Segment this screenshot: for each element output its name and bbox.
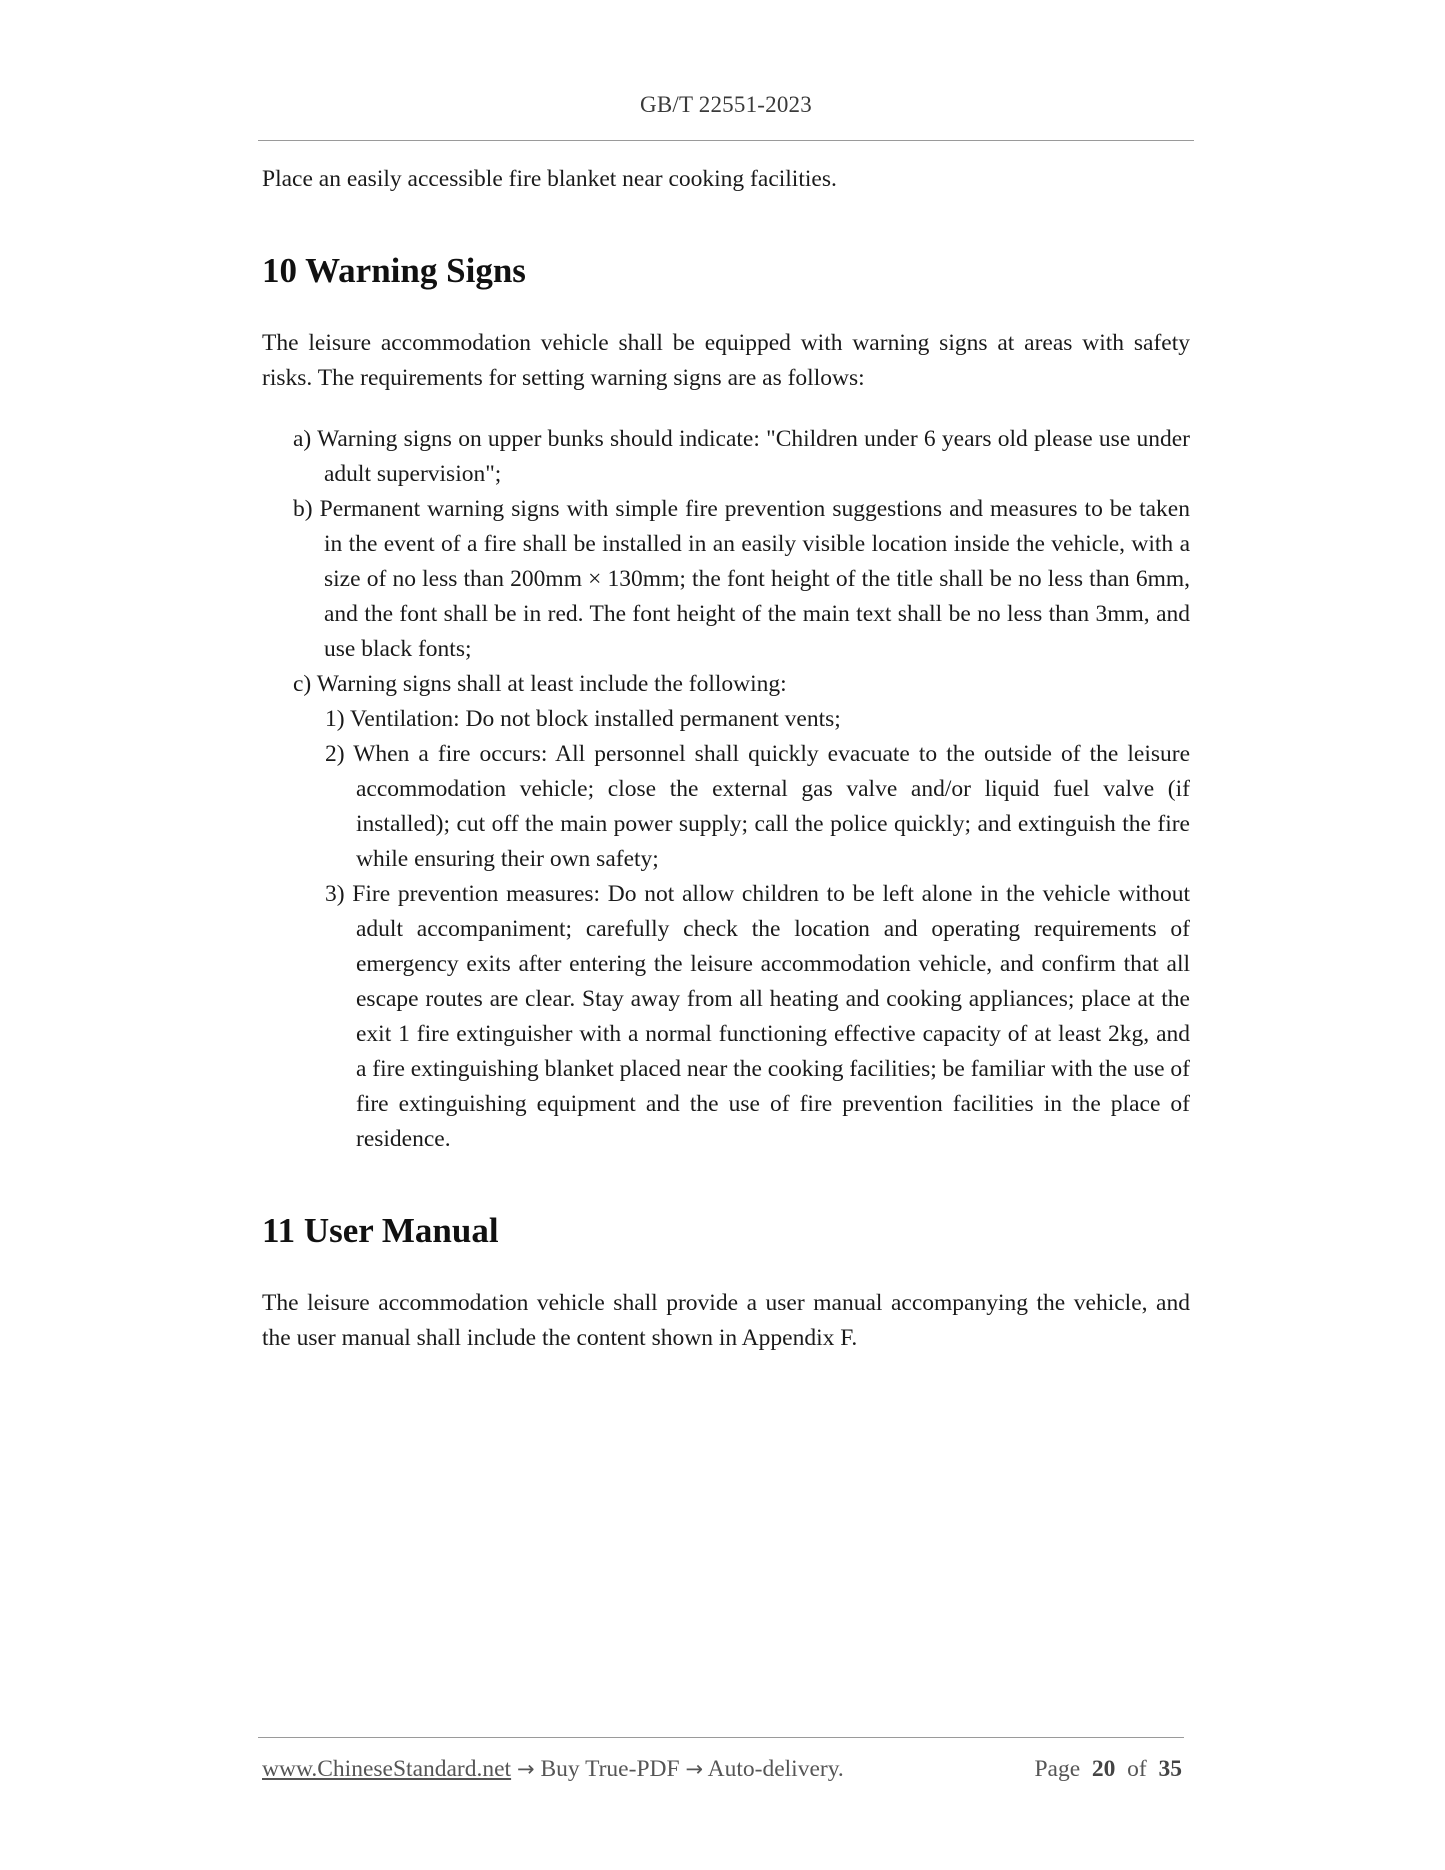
sub-item-2: 2) When a fire occurs: All personnel shall quickly evacuate to the outside of the leisure accommodation vehicle; close the external gas valve and/or liquid fuel valve (if installed); cut off the main power supply; call the police quickly; and extinguish the fire while ensuring their own safety;: [325, 741, 1190, 872]
document-id-header: GB/T 22551-2023: [640, 92, 812, 117]
section-10-heading: 10 Warning Signs: [262, 251, 526, 290]
footer-divider: [258, 1737, 1184, 1738]
arrow-right-icon: →: [685, 1757, 704, 1781]
list-item-a: a) Warning signs on upper bunks should indicate: "Children under 6 years old please use under adult supervision";: [293, 426, 1190, 487]
current-page: 20: [1091, 1756, 1116, 1782]
page-footer: [262, 1756, 1182, 1790]
website-link[interactable]: www.ChineseStandard.net: [262, 1756, 512, 1782]
section-11-heading: 11 User Manual: [262, 1211, 499, 1250]
of-label: of: [1127, 1756, 1147, 1782]
sub-item-3: 3) Fire prevention measures: Do not allow children to be left alone in the vehicle without adult accompaniment; carefully check the location and operating requirements of emergency exits after entering the leisure accommodation vehicle, and confirm that all escape routes are clear. Stay away from all heating and cooking appliances; place at the exit 1 fire extinguisher with a normal functioning effective capacity of at least 2kg, and a fire extinguishing blanket placed near the cooking facilities; be familiar with the use of fire extinguishing equipment and the use of fire prevention facilities in the place of residence.: [325, 881, 1190, 1152]
page-number: [1034, 1756, 1182, 1783]
page-content: [262, 162, 1190, 1356]
footer-promo: [262, 1756, 844, 1783]
total-pages: 35: [1158, 1756, 1182, 1782]
auto-delivery-text: Auto-delivery.: [707, 1756, 844, 1782]
sub-item-1: 1) Ventilation: Do not block installed permanent vents;: [325, 706, 841, 732]
arrow-right-icon: →: [516, 1757, 535, 1781]
warning-sign-list: [262, 422, 1190, 1157]
header-divider: [258, 140, 1194, 141]
intro-paragraph: Place an easily accessible fire blanket near cooking facilities.: [262, 166, 837, 192]
list-item-c: c) Warning signs shall at least include the following:: [293, 671, 787, 697]
page-label: Page: [1034, 1756, 1081, 1782]
buy-pdf-text: Buy True-PDF: [540, 1756, 680, 1782]
section-11-paragraph: The leisure accommodation vehicle shall provide a user manual accompanying the vehicle, and the user manual shall include the content shown in Appendix F.: [262, 1290, 1190, 1351]
section-10-paragraph: The leisure accommodation vehicle shall be equipped with warning signs at areas with safety risks. The requirements for setting warning signs are as follows:: [262, 330, 1190, 391]
list-item-b: b) Permanent warning signs with simple fire prevention suggestions and measures to be taken in the event of a fire shall be installed in an easily visible location inside the vehicle, with a size of no less than 200mm × 130mm; the font height of the title shall be no less than 6mm, and the font shall be in red. The font height of the main text shall be no less than 3mm, and use black fonts;: [293, 496, 1190, 662]
